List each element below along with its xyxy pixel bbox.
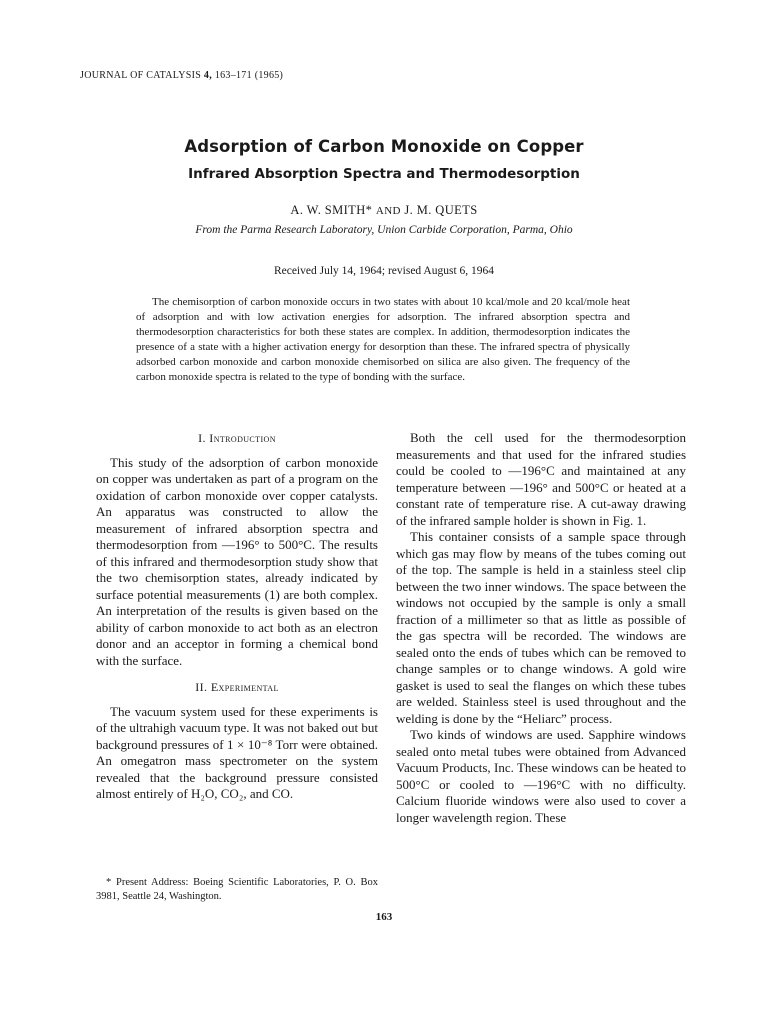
introduction-paragraph: This study of the adsorption of carbon monoxide on copper was undertaken as part of a program on the oxidation of carbon monoxide over copper catalysts. An apparatus was constructed to allow the measurement of infrared absorption spectra and thermodesorption from —196° to 500°C. The results of this infrared and thermodesorption study show that the two chemisorption states, already indicated by surface potential measurements (1) are both complex. An interpretation of the results is given based on the ability of carbon monoxide to act both as an electron donor and an acceptor in forming a chemical bond with the surface.	[96, 454, 378, 668]
journal-name: JOURNAL OF CATALYSIS	[80, 70, 202, 81]
paper-subtitle: Infrared Absorption Spectra and Thermodesorption	[188, 166, 580, 182]
paper-title: Adsorption of Carbon Monoxide on Copper	[184, 137, 584, 156]
body-paragraph: This container consists of a sample space through which gas may flow by means of the tubes coming out of the top. The sample is held in a stainless steel clip between the two inner windows. The space between the windows not occupied by the sample is only a small fraction of a millimeter so that as little as possible of the gas spectra will be recorded. The windows are sealed onto the ends of tubes which can be removed to change samples or to change windows. A gold wire gasket is used to seal the flanges on which these tubes are welded. Stainless steel is used throughout and the welding is done by the “Heliarc” process.	[396, 529, 686, 726]
experimental-paragraph: The vacuum system used for these experiments is of the ultrahigh vacuum type. It was not baked out but background pressures of 1 × 10⁻⁸ Torr were obtained. An omegatron mass spectrometer on the system revealed that the background pressure consisted almost entirely of H₂O, CO₂, and CO.	[96, 703, 378, 801]
abstract: The chemisorption of carbon monoxide occurs in two states with about 10 kcal/mole and 20 kcal/mole heat of adsorption and with low activation energies for adsorption. The infrared absorption spectra and thermodesorption characteristics for both these states are complex. In addition, thermodesorption indicates the presence of a state with a higher activation energy for desorption than these. The infrared spectra of physically adsorbed carbon monoxide and carbon monoxide chemisorbed on silica are also given. The frequency of the carbon monoxide spectra is related to the type of bonding with the surface.	[136, 296, 630, 384]
section-heading-experimental: II. Experimental	[195, 680, 279, 694]
author-first: A. W. SMITH*	[290, 203, 373, 217]
journal-volume: 4,	[203, 70, 212, 81]
author-conjunction: AND	[375, 205, 401, 217]
footnote: * Present Address: Boeing Scientific Laboratories, P. O. Box 3981, Seattle 24, Washington.	[96, 877, 378, 902]
affiliation: From the Parma Research Laboratory, Union Carbide Corporation, Parma, Ohio	[195, 224, 573, 236]
running-head	[80, 70, 283, 81]
section-heading-introduction: I. Introduction	[198, 431, 276, 445]
journal-pages: 163–171 (1965)	[214, 70, 284, 81]
left-column	[96, 430, 378, 803]
author-line	[0, 203, 768, 218]
page-number: 163	[375, 911, 393, 923]
body-paragraph: Both the cell used for the thermodesorption measurements and that used for the infrared studies could be cooled to —196°C and maintained at any temperature between —196° and 500°C or heated at a constant rate of temperature rise. A cut-away drawing of the infrared sample holder is shown in Fig. 1.	[396, 430, 686, 528]
right-column	[396, 430, 686, 826]
author-second: J. M. QUETS	[404, 203, 478, 217]
body-paragraph: Two kinds of windows are used. Sapphire windows sealed onto metal tubes were obtained from Advanced Vacuum Products, Inc. These windows can be heated to 500°C or cooled to —196°C with no difficulty. Calcium fluoride windows were also used to cover a longer wavelength region. These	[396, 727, 686, 825]
received-dates: Received July 14, 1964; revised August 6, 1964	[273, 265, 495, 277]
